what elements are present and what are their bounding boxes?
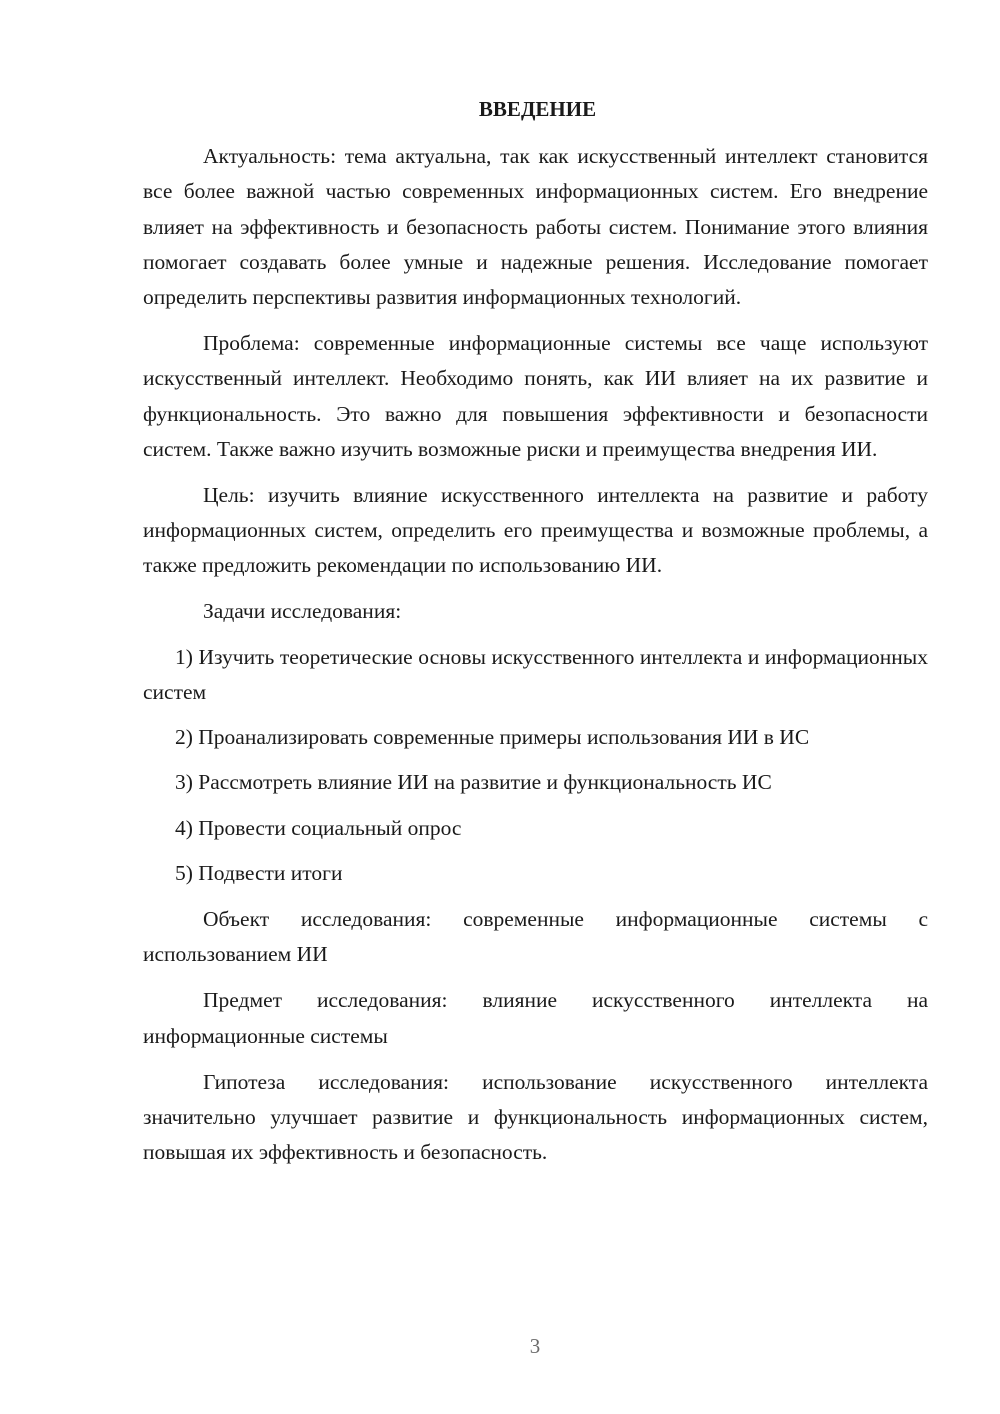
problem-paragraph: Проблема: современные информационные системы все чаще используют искусственный интеллект. Необходимо понять, как ИИ влияет на их развитие и функциональность. Это важно для повышения эффективности и безопасности систем. Также важно изучить возможные риски и преимущества внедрения ИИ. <box>143 331 928 461</box>
task-item: 2) Проанализировать современные примеры использования ИИ в ИС <box>175 725 810 750</box>
task-item: 1) Изучить теоретические основы искусственного интеллекта и информационных систем <box>143 644 928 705</box>
relevance-paragraph: Актуальность: тема актуальна, так как искусственный интеллект становится все более важной частью современных информационных систем. Его внедрение влияет на эффективность и безопасность работы систем. Понимание этого влияния помогает создавать более умные и надежные решения. Исследование помогает определить перспективы развития информационных технологий. <box>143 144 928 310</box>
tasks-heading: Задачи исследования: <box>203 598 402 623</box>
goal-paragraph: Цель: изучить влияние искусственного интеллекта на развитие и работу информационных систем, определить его преимущества и возможные проблемы, а также предложить рекомендации по использованию ИИ. <box>143 483 928 578</box>
task-item: 4) Провести социальный опрос <box>175 815 462 840</box>
task-item: 5) Подвести итоги <box>175 860 343 885</box>
page-number: 3 <box>529 1334 541 1358</box>
document-title: ВВЕДЕНИЕ <box>478 97 597 121</box>
document-page <box>143 92 928 1170</box>
subject-paragraph: Предмет исследования: влияние искусственного интеллекта на информационные системы <box>143 988 928 1048</box>
object-paragraph: Объект исследования: современные информационные системы с использованием ИИ <box>143 907 928 967</box>
task-item: 3) Рассмотреть влияние ИИ на развитие и функциональность ИС <box>175 770 772 795</box>
hypothesis-paragraph: Гипотеза исследования: использование искусственного интеллекта значительно улучшает развитие и функциональность информационных систем, повышая их эффективность и безопасность. <box>143 1069 928 1165</box>
